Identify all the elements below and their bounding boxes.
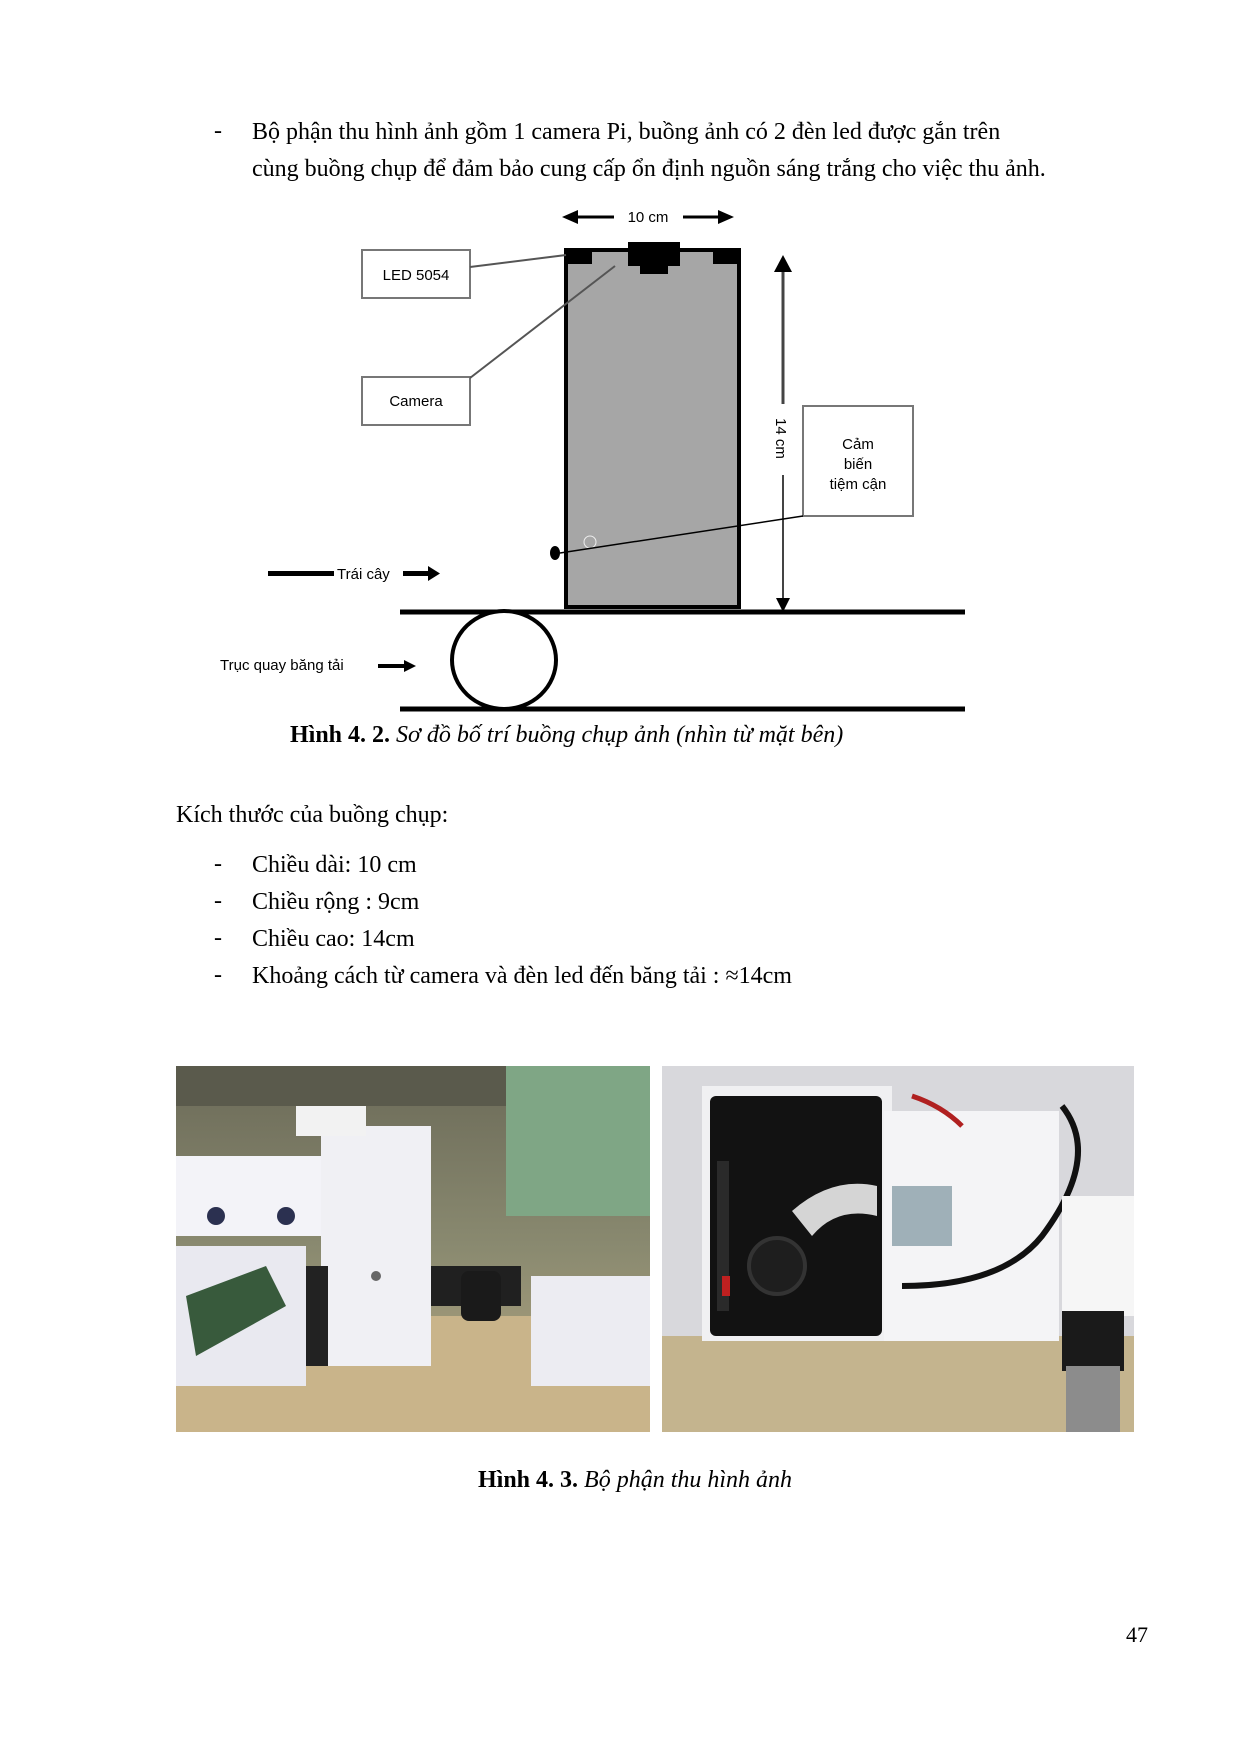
bullet-dash: - [214,962,222,988]
figure-4-3-caption [478,1467,792,1494]
height-label: 14 cm [772,418,789,459]
bullet-dash: - [214,888,222,914]
figure-number: Hình 4. 2. [290,722,391,748]
dimension-item-length: Chiều dài: 10 cm [252,852,417,878]
figure-4-2-caption [290,722,843,749]
conveyor-belt [400,611,965,709]
led-left [564,248,592,264]
bullet-dash: - [214,118,222,144]
sensor-label-2: biến [843,456,873,473]
led-label: LED 5054 [382,267,450,284]
fruit-label: Trái cây [337,566,390,583]
dimensions-heading: Kích thước của buồng chụp: [176,802,449,828]
camera-block [628,242,680,266]
sensor-label-1: Cảm [842,436,874,453]
photo-chamber-on-conveyor [176,1066,650,1432]
dimension-item-height: Chiều cao: 14cm [252,926,415,952]
bullet-dash: - [214,925,222,951]
page-number: 47 [1126,1622,1148,1647]
proximity-sensor-dot [550,546,560,560]
width-label: 10 cm [627,209,669,226]
figure-title: Sơ đồ bố trí buồng chụp ảnh (nhìn từ mặt bên) [396,722,844,748]
dimension-item-width: Chiều rộng : 9cm [252,889,420,915]
roller-label: Trục quay băng tải [220,657,344,674]
figure-number: Hình 4. 3. [478,1467,579,1493]
chamber-diagram [0,0,1240,730]
roller [452,611,556,709]
chamber-body [566,250,739,607]
intro-line-1: Bộ phận thu hình ảnh gồm 1 camera Pi, buồng ảnh có 2 đèn led được gắn trên [252,119,1001,145]
intro-line-2: cùng buồng chụp để đảm bảo cung cấp ổn định nguồn sáng trắng cho việc thu ảnh. [252,156,1046,182]
dimension-item-distance: Khoảng cách từ camera và đèn led đến băng tải : ≈14cm [252,963,792,989]
camera-lens [640,264,668,274]
camera-label: Camera [389,393,443,410]
sensor-label-3: tiệm cận [829,476,887,493]
led-right [713,248,741,264]
figure-title: Bộ phận thu hình ảnh [584,1467,793,1493]
bullet-dash: - [214,851,222,877]
photo-raspberry-pi-camera [662,1066,1134,1432]
